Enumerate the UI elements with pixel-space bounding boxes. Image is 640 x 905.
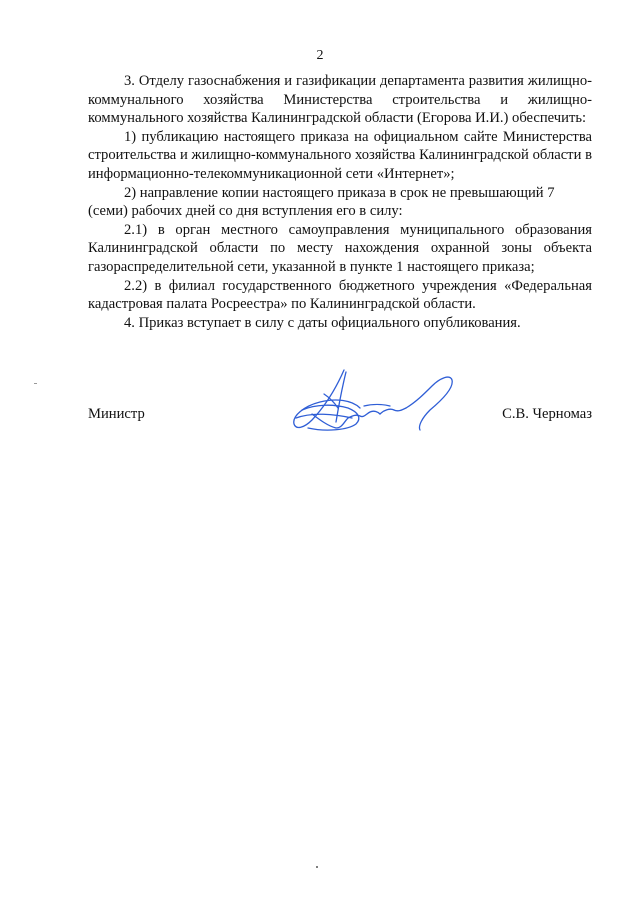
paragraph-3-2: 2) направление копии настоящего приказа в срок не превышающий 7 (семи) рабочих дней со дня вступления его в силу: — [88, 184, 555, 220]
signer-name: С.В. Черномаз — [502, 406, 592, 422]
left-margin-mark — [34, 383, 37, 384]
paragraph-3-1: 1) публикацию настоящего приказа на официальном сайте Министерства строительства и жилищно-коммунального хозяйства Калининградской области в информационно-телекоммуникационной сети «Интернет»; — [88, 128, 592, 182]
document-body — [88, 72, 592, 332]
paragraph-3: 3. Отделу газоснабжения и газификации департамента развития жилищно-коммунального хозяйства Министерства строительства и жилищно-коммунального хозяйства Калининградской области (Егорова И.И.) обеспечить: — [88, 73, 592, 127]
page-number: 2 — [316, 48, 324, 63]
handwritten-signature — [282, 364, 462, 444]
footer-dot — [316, 866, 318, 868]
paragraph-3-2-1: 2.1) в орган местного самоуправления муниципального образования Калининградской области по месту нахождения охранной зоны объекта газораспределительной сети, указанной в пункте 1 настоящего приказа; — [88, 221, 592, 275]
signer-position: Министр — [88, 406, 145, 422]
paragraph-4: 4. Приказ вступает в силу с даты официального опубликования. — [124, 314, 521, 331]
paragraph-3-2-2: 2.2) в филиал государственного бюджетного учреждения «Федеральная кадастровая палата Росреестра» по Калининградской области. — [88, 277, 592, 313]
signature-strokes — [294, 370, 452, 430]
